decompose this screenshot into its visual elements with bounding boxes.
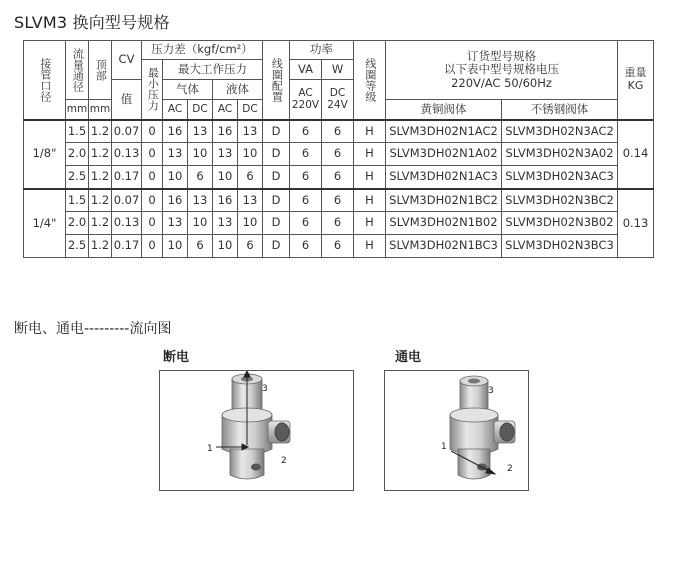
min-pressure-cell: 0 [142, 235, 163, 258]
liquid-ac-cell: 13 [213, 212, 238, 235]
top-cell: 1.2 [89, 235, 112, 258]
table-row [24, 189, 654, 212]
gas-ac-cell: 13 [163, 212, 188, 235]
flow-cell: 2.5 [66, 235, 89, 258]
header-cv-sub: 值 [112, 80, 142, 120]
coil-class-cell: H [354, 166, 386, 189]
top-cell: 1.2 [89, 143, 112, 166]
coil-class-cell: H [354, 189, 386, 212]
valve-body-drawing [222, 374, 290, 479]
cv-cell: 0.17 [112, 235, 142, 258]
va-cell: 6 [290, 166, 322, 189]
header-va: VA [290, 60, 322, 80]
liquid-ac-cell: 16 [213, 189, 238, 212]
header-flow-unit: mm [66, 100, 89, 120]
header-ac220: AC 220V [290, 80, 322, 120]
page-title: SLVM3 换向型号规格 [14, 13, 170, 32]
stainless-model-cell: SLVM3DH02N3B02 [502, 212, 618, 235]
va-cell: 6 [290, 235, 322, 258]
w-cell: 6 [322, 189, 354, 212]
table-row [24, 212, 654, 235]
gas-dc-cell: 10 [188, 212, 213, 235]
w-cell: 6 [322, 235, 354, 258]
port-cell: 1/8" [24, 120, 66, 189]
port-2-label: 2 [281, 456, 287, 466]
va-cell: 6 [290, 143, 322, 166]
header-dc24: DC 24V [322, 80, 354, 120]
brass-model-cell: SLVM3DH02N1A02 [386, 143, 502, 166]
flow-cell: 2.0 [66, 143, 89, 166]
liquid-dc-cell: 13 [238, 189, 263, 212]
weight-cell: 0.14 [618, 120, 654, 189]
header-stainless: 不锈钢阀体 [502, 100, 618, 120]
liquid-dc-cell: 6 [238, 235, 263, 258]
header-cv: CV [112, 41, 142, 80]
gas-dc-cell: 6 [188, 235, 213, 258]
power-on-flow-diagram [384, 370, 529, 491]
stainless-model-cell: SLVM3DH02N3A02 [502, 143, 618, 166]
top-cell: 1.2 [89, 212, 112, 235]
gas-ac-cell: 10 [163, 166, 188, 189]
table-row [24, 120, 654, 143]
w-cell: 6 [322, 143, 354, 166]
valve-body-drawing [450, 376, 515, 479]
cv-cell: 0.07 [112, 189, 142, 212]
header-gas: 气体 [163, 80, 213, 100]
coil-class-cell: H [354, 212, 386, 235]
min-pressure-cell: 0 [142, 189, 163, 212]
port-1-label: 1 [207, 444, 213, 454]
w-cell: 6 [322, 166, 354, 189]
gas-ac-cell: 10 [163, 235, 188, 258]
coil-class-cell: H [354, 143, 386, 166]
top-cell: 1.2 [89, 189, 112, 212]
top-cell: 1.2 [89, 166, 112, 189]
stainless-model-cell: SLVM3DH02N3BC2 [502, 189, 618, 212]
header-max-pressure: 最大工作压力 [163, 60, 263, 80]
liquid-dc-cell: 10 [238, 212, 263, 235]
header-liquid-ac: AC [213, 100, 238, 120]
gas-dc-cell: 13 [188, 189, 213, 212]
liquid-ac-cell: 16 [213, 120, 238, 143]
min-pressure-cell: 0 [142, 166, 163, 189]
flow-cell: 1.5 [66, 189, 89, 212]
header-liquid: 液体 [213, 80, 263, 100]
stainless-model-cell: SLVM3DH02N3AC3 [502, 166, 618, 189]
liquid-ac-cell: 13 [213, 143, 238, 166]
coil-config-cell: D [263, 166, 290, 189]
cv-cell: 0.07 [112, 120, 142, 143]
brass-model-cell: SLVM3DH02N1B02 [386, 212, 502, 235]
va-cell: 6 [290, 120, 322, 143]
liquid-ac-cell: 10 [213, 166, 238, 189]
va-cell: 6 [290, 189, 322, 212]
header-liquid-dc: DC [238, 100, 263, 120]
min-pressure-cell: 0 [142, 120, 163, 143]
power-on-label: 通电 [395, 350, 422, 365]
coil-class-cell: H [354, 235, 386, 258]
header-gas-ac: AC [163, 100, 188, 120]
w-cell: 6 [322, 212, 354, 235]
table-row [24, 166, 654, 189]
table-row [24, 235, 654, 258]
table-row [24, 143, 654, 166]
coil-config-cell: D [263, 143, 290, 166]
weight-cell: 0.13 [618, 189, 654, 258]
port-1-label: 1 [441, 442, 447, 452]
cv-cell: 0.13 [112, 212, 142, 235]
liquid-dc-cell: 13 [238, 120, 263, 143]
header-gas-dc: DC [188, 100, 213, 120]
header-brass: 黄铜阀体 [386, 100, 502, 120]
header-coil-config: 线圈配置 [263, 41, 290, 120]
coil-class-cell: H [354, 120, 386, 143]
gas-ac-cell: 13 [163, 143, 188, 166]
coil-config-cell: D [263, 189, 290, 212]
port-2-label: 2 [507, 464, 513, 474]
coil-config-cell: D [263, 235, 290, 258]
header-flow: 流量通径 [66, 41, 89, 100]
port-cell: 1/4" [24, 189, 66, 258]
power-off-label: 断电 [163, 350, 190, 365]
cv-cell: 0.17 [112, 166, 142, 189]
liquid-dc-cell: 6 [238, 166, 263, 189]
w-cell: 6 [322, 120, 354, 143]
header-top-unit: mm [89, 100, 112, 120]
stainless-model-cell: SLVM3DH02N3AC2 [502, 120, 618, 143]
order-spec-label: 订货型号规格 [467, 49, 536, 64]
coil-config-cell: D [263, 212, 290, 235]
min-pressure-cell: 0 [142, 212, 163, 235]
brass-model-cell: SLVM3DH02N1BC2 [386, 189, 502, 212]
flow-cell: 2.0 [66, 212, 89, 235]
header-weight: 重量KG [618, 41, 654, 120]
gas-dc-cell: 6 [188, 166, 213, 189]
header-order-spec [386, 41, 618, 100]
power-off-flow-diagram [159, 370, 354, 491]
brass-model-cell: SLVM3DH02N1AC3 [386, 166, 502, 189]
liquid-dc-cell: 10 [238, 143, 263, 166]
flow-section-title: 断电、通电---------流向图 [14, 321, 172, 337]
gas-dc-cell: 13 [188, 120, 213, 143]
header-w: W [322, 60, 354, 80]
header-coil-class: 线圈等级 [354, 41, 386, 120]
stainless-model-cell: SLVM3DH02N3BC3 [502, 235, 618, 258]
header-top: 顶部 [89, 41, 112, 100]
flow-cell: 1.5 [66, 120, 89, 143]
spec-table [23, 40, 654, 258]
flow-cell: 2.5 [66, 166, 89, 189]
top-cell: 1.2 [89, 120, 112, 143]
gas-ac-cell: 16 [163, 120, 188, 143]
brass-model-cell: SLVM3DH02N1BC3 [386, 235, 502, 258]
header-min-pressure: 最小压力 [142, 60, 163, 120]
header-port: 接管口径 [24, 41, 66, 120]
port-3-label: 3 [262, 384, 268, 394]
order-spec-voltage: 220V/AC 50/60Hz [451, 75, 552, 90]
header-pressure-diff: 压力差（kgf/cm²） [142, 41, 263, 60]
gas-ac-cell: 16 [163, 189, 188, 212]
port-3-label: 3 [488, 386, 494, 396]
min-pressure-cell: 0 [142, 143, 163, 166]
order-spec-note: 以下表中型号规格电压 [444, 62, 559, 77]
header-power: 功率 [290, 41, 354, 60]
liquid-ac-cell: 10 [213, 235, 238, 258]
cv-cell: 0.13 [112, 143, 142, 166]
brass-model-cell: SLVM3DH02N1AC2 [386, 120, 502, 143]
gas-dc-cell: 10 [188, 143, 213, 166]
coil-config-cell: D [263, 120, 290, 143]
va-cell: 6 [290, 212, 322, 235]
